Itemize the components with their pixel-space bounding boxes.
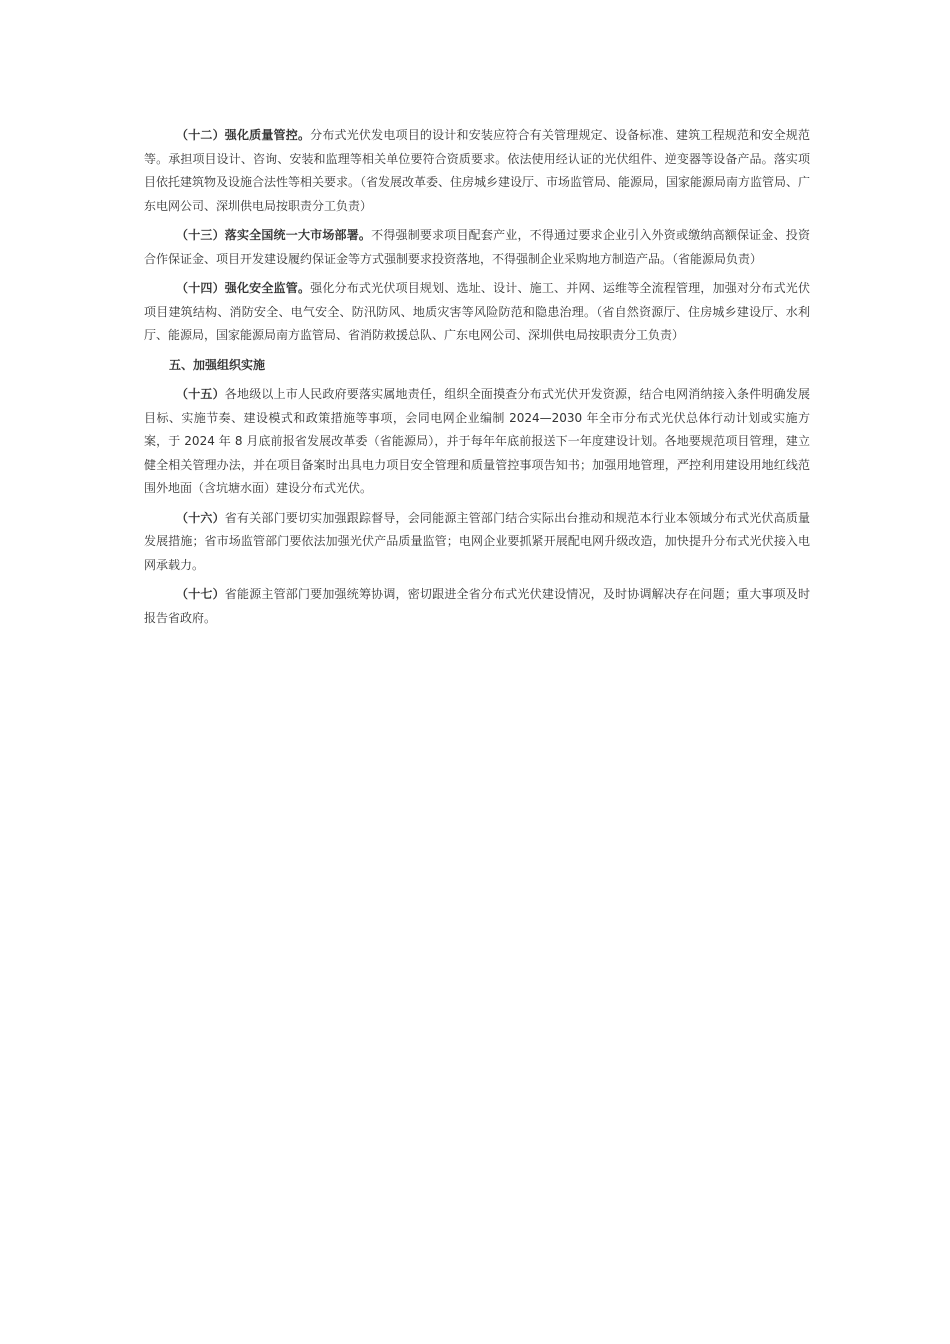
clause-text: 不得强制要求项目配套产业，不得通过要求企业引入外资或缴纳高额保证金、投资合作保证金、项目开发建设履约保证金等方式强制要求投资落地，不得强制企业采购地方制造产品。（省能源局负责） bbox=[144, 228, 810, 266]
paragraph-12 bbox=[144, 124, 810, 218]
paragraph-17 bbox=[144, 583, 810, 630]
section-title: 五、加强组织实施 bbox=[169, 357, 266, 372]
clause-text: 省有关部门要切实加强跟踪督导，会同能源主管部门结合实际出台推动和规范本行业本领域分布式光伏高质量发展措施；省市场监管部门要依法加强光伏产品质量监管；电网企业要抓紧开展配电网升级改造，加快提升分布式光伏接入电网承载力。 bbox=[144, 510, 810, 572]
document-body bbox=[144, 124, 810, 636]
clause-text: 强化分布式光伏项目规划、选址、设计、施工、并网、运维等全流程管理，加强对分布式光伏项目建筑结构、消防安全、电气安全、防汛防风、地质灾害等风险防范和隐患治理。（省自然资源厅、住房城乡建设厅、水利厅、能源局，国家能源局南方监管局、省消防救援总队、广东电网公司、深圳供电局按职责分工负责） bbox=[144, 281, 810, 342]
paragraph-15 bbox=[144, 383, 810, 501]
clause-heading: 落实全国统一大市场部署。 bbox=[224, 228, 372, 242]
clause-number: （十二） bbox=[176, 128, 225, 142]
paragraph-16 bbox=[144, 507, 810, 578]
paragraph-14 bbox=[144, 277, 810, 348]
clause-number: （十三） bbox=[176, 228, 225, 242]
paragraph-13 bbox=[144, 224, 810, 271]
clause-text: 各地级以上市人民政府要落实属地责任，组织全面摸查分布式光伏开发资源，结合电网消纳接入条件明确发展目标、实施节奏、建设模式和政策措施等事项，会同电网企业编制 2024—2030 年全市分布式光伏总体行动计划或实施方案，于 2024 年 8 月底前报省发展改革委（省能源局），并于每年年底前报送下一年度建设计划。各地要规范项目管理，建立健全相关管理办法，并在项目备案时出具电力项目安全管理和质量管控事项告知书；加强用地管理，严控利用建设用地红线范围外地面（含坑塘水面）建设分布式光伏。 bbox=[144, 387, 810, 495]
clause-heading: 强化安全监管。 bbox=[224, 281, 311, 295]
clause-heading: 强化质量管控。 bbox=[224, 128, 311, 142]
clause-text: 分布式光伏发电项目的设计和安装应符合有关管理规定、设备标准、建筑工程规范和安全规范等。承担项目设计、咨询、安装和监理等相关单位要符合资质要求。依法使用经认证的光伏组件、逆变器等设备产品。落实项目依托建筑物及设施合法性等相关要求。（省发展改革委、住房城乡建设厅、市场监管局、能源局，国家能源局南方监管局、广东电网公司、深圳供电局按职责分工负责） bbox=[144, 128, 811, 213]
clause-number: （十五） bbox=[176, 387, 225, 401]
clause-text: 省能源主管部门要加强统筹协调，密切跟进全省分布式光伏建设情况，及时协调解决存在问题；重大事项及时报告省政府。 bbox=[144, 587, 810, 625]
clause-number: （十四） bbox=[176, 281, 225, 295]
clause-number: （十七） bbox=[176, 587, 225, 601]
clause-number: （十六） bbox=[176, 510, 225, 525]
